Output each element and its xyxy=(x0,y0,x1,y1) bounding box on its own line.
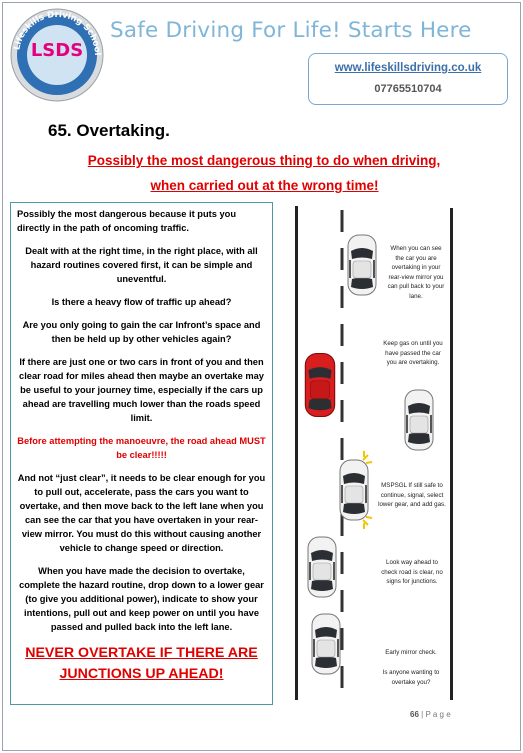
paragraph-5: If there are just one or two cars in front of you and then clear road for miles ahead then maybe an overtake may be useful to your journey time, especially if the cars up ahead are travelling much lower than the roads speed limit. xyxy=(19,357,264,423)
page-number: 66 xyxy=(410,710,419,719)
paragraph-6-warning: Before attempting the manoeuvre, the road ahead MUST be clear!!!!! xyxy=(17,436,266,460)
indicator-flash-front xyxy=(363,451,372,463)
note-pull-back: When you can see the car you are overtaking in your rear-view mirror you can pull back to your lane. xyxy=(387,245,445,300)
phone-number: 07765510704 xyxy=(374,83,442,95)
note-look-ahead: Look way ahead to check road is clear, no signs for junctions. xyxy=(381,559,443,586)
paragraph-3: Is there a heavy flow of traffic up ahead? xyxy=(51,297,232,307)
overtaking-text-box xyxy=(10,202,273,705)
logo-ring-text: Lifeskills Driving School xyxy=(12,9,103,56)
logo-letters: LSDS xyxy=(30,40,84,61)
website-link[interactable]: www.lifeskillsdriving.co.uk xyxy=(334,62,482,74)
car-pulling-out xyxy=(340,451,372,529)
paragraph-1: Possibly the most dangerous because it puts you directly in the path of oncoming traffic. xyxy=(17,209,237,233)
paragraph-2: Dealt with at the right time, in the right place, with all hazard routines covered first, it can be simple and uneventful. xyxy=(25,246,258,284)
note-keep-gas: Keep gas on until you have passed the car you are overtaking. xyxy=(383,340,443,367)
junctions-warning: NEVER OVERTAKE IF THERE ARE JUNCTIONS UP AHEAD! xyxy=(25,645,258,682)
road-diagram xyxy=(290,202,468,702)
school-logo xyxy=(8,6,106,104)
site-title: Safe Driving For Life! Starts Here xyxy=(110,18,472,43)
paragraph-7: And not “just clear”, it needs to be clear enough for you to pull out, accelerate, pass the cars you want to overtake, and then move back to the left lane when you can see the car that you have overtaken in your rear-view mirror. You must do this without causing another vehicle to change speed or direction. xyxy=(17,473,266,553)
car-passing xyxy=(405,390,433,450)
car-being-overtaken xyxy=(305,354,334,417)
paragraph-8: When you have made the decision to overtake, complete the hazard routine, drop down to a lower gear (to give you additional power), indicate to show your intentions, pull out and keep power on until you have passed and pulled back into the left lane. xyxy=(19,566,264,632)
contact-box xyxy=(308,53,508,105)
indicator-flash-rear xyxy=(363,517,372,529)
road-edge-left xyxy=(295,206,298,700)
subtitle-line-1: Possibly the most dangerous thing to do when driving, xyxy=(87,153,441,168)
note-mspsgl: MSPSGL If still safe to continue, signal, select lower gear, and add gas. xyxy=(378,482,446,509)
car-checking-ahead xyxy=(308,537,336,597)
note-anyone-overtaking: Is anyone wanting to overtake you? xyxy=(382,669,440,686)
page-footer xyxy=(410,710,451,719)
car-mirror-check xyxy=(312,614,340,674)
subtitle-line-2: when carried out at the wrong time! xyxy=(150,178,379,193)
page-label: | P a g e xyxy=(421,710,451,719)
car-pulled-back xyxy=(348,235,376,295)
note-early-mirror: Early mirror check. xyxy=(385,649,437,656)
paragraph-4: Are you only going to gain the car Infront’s space and then be held up by other vehicles again? xyxy=(22,320,261,344)
road-edge-right xyxy=(450,208,453,700)
section-title: 65. Overtaking. xyxy=(48,121,170,140)
